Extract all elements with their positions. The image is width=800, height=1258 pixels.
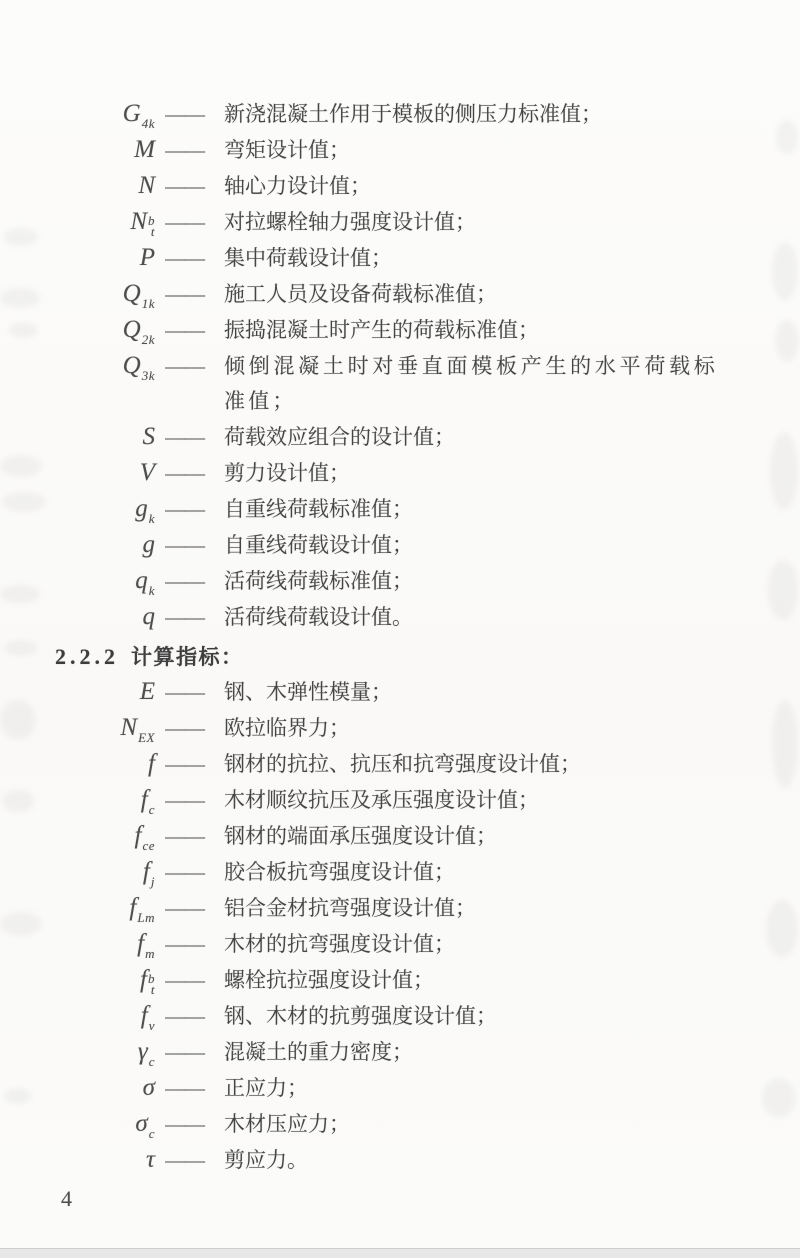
definition-text: 钢材的端面承压强度设计值； <box>224 824 497 848</box>
symbol-definition-row <box>55 1142 760 1178</box>
symbol <box>55 312 155 347</box>
symbol-script-stack <box>149 574 155 596</box>
dash-separator: —— <box>165 605 203 629</box>
definition-text: 剪应力。 <box>224 1148 308 1172</box>
symbol-base: M <box>134 136 155 163</box>
symbol-definition-row <box>55 710 760 746</box>
symbol-definition-row <box>55 563 760 599</box>
symbol-base: f <box>129 894 137 921</box>
symbol-definition-row <box>55 455 760 491</box>
definition-text: 倾倒混凝土时对垂直面模板产生的水平荷载标准值； <box>224 354 718 413</box>
symbol <box>55 1142 155 1177</box>
definition-text: 木材的抗弯强度设计值； <box>224 932 455 956</box>
symbol <box>55 168 155 203</box>
symbol <box>55 818 155 853</box>
symbol <box>55 1070 155 1105</box>
symbol-base: N <box>130 208 147 235</box>
dash-separator: —— <box>165 425 203 449</box>
symbol-superscript: b <box>148 213 155 228</box>
symbol-base: N <box>138 172 155 199</box>
definition-text: 混凝土的重力密度； <box>224 1040 413 1064</box>
symbol <box>55 527 155 562</box>
symbol-script-stack <box>142 829 155 851</box>
symbol <box>55 854 155 889</box>
symbol-script-stack <box>149 1009 155 1031</box>
symbol <box>55 962 155 997</box>
symbol-base: f <box>134 822 142 849</box>
symbol-subscript: EX <box>138 730 155 745</box>
symbol <box>55 204 155 239</box>
symbol-base: Q <box>122 352 141 379</box>
symbol-script-stack <box>149 502 155 524</box>
symbol-base: f <box>148 750 155 777</box>
dash-separator: —— <box>165 533 203 557</box>
definition-text: 正应力； <box>224 1076 308 1100</box>
definition-text: 荷载效应组合的设计值； <box>224 425 455 449</box>
dash-separator: —— <box>165 680 203 704</box>
dash-separator: —— <box>165 968 203 992</box>
definition-text: 木材压应力； <box>224 1112 350 1136</box>
section-heading <box>55 639 760 674</box>
definition-text: 新浇混凝土作用于模板的侧压力标准值； <box>224 102 602 126</box>
symbol-base: γ <box>137 1038 148 1065</box>
symbol-base: f <box>137 930 145 957</box>
symbol-base: σ <box>135 1110 148 1137</box>
symbol <box>55 419 155 454</box>
symbol-base: V <box>139 459 155 486</box>
symbol-definition-row <box>55 527 760 563</box>
definition-text: 钢材的抗拉、抗压和抗弯强度设计值； <box>224 752 581 776</box>
symbol-script-stack <box>149 1117 155 1139</box>
symbol-base: f <box>140 786 148 813</box>
dash-separator: —— <box>165 102 203 126</box>
symbol-subscript: 1k <box>141 296 155 311</box>
page-number: 4 <box>61 1186 72 1211</box>
dash-separator: —— <box>165 497 203 521</box>
symbol-definition-row <box>55 818 760 854</box>
symbol-script-stack <box>148 973 155 995</box>
symbol-subscript: 4k <box>141 116 155 131</box>
dash-separator: —— <box>165 246 203 270</box>
symbol-subscript: k <box>148 583 155 598</box>
dash-separator: —— <box>165 138 203 162</box>
dash-separator: —— <box>165 569 203 593</box>
dash-separator: —— <box>165 932 203 956</box>
symbol-list-loads <box>55 96 760 635</box>
definition-text: 钢、木弹性模量； <box>224 680 392 704</box>
dash-separator: —— <box>165 824 203 848</box>
symbol-script-stack <box>142 323 155 345</box>
symbol-script-stack <box>149 793 155 815</box>
definition-text: 钢、木材的抗剪强度设计值； <box>224 1004 497 1028</box>
symbol <box>55 276 155 311</box>
symbol-script-stack <box>142 287 155 309</box>
symbol-definition-row <box>55 419 760 455</box>
symbol <box>55 491 155 526</box>
symbol <box>55 455 155 490</box>
symbol-script-stack <box>145 937 155 959</box>
symbol <box>55 599 155 634</box>
symbol <box>55 998 155 1033</box>
symbol-definition-row <box>55 132 760 168</box>
symbol-script-stack <box>137 901 155 923</box>
dash-separator: —— <box>165 716 203 740</box>
symbol-subscript: c <box>148 1054 155 1069</box>
symbol-definition-row <box>55 890 760 926</box>
symbol-definition-row <box>55 491 760 527</box>
symbol-subscript: Lm <box>137 910 155 925</box>
symbol <box>55 926 155 961</box>
dash-separator: —— <box>165 1040 203 1064</box>
symbol-definition-row <box>55 782 760 818</box>
definition-text: 活荷线荷载设计值。 <box>224 605 413 629</box>
symbol-definition-row <box>55 998 760 1034</box>
definition-text: 施工人员及设备荷载标准值； <box>224 282 497 306</box>
symbol-subscript: j <box>150 874 155 889</box>
dash-separator: —— <box>165 282 203 306</box>
section-title: 计算指标： <box>131 645 244 669</box>
symbol-base: f <box>140 966 147 993</box>
symbol-definition-row <box>55 348 760 419</box>
definition-text: 欧拉临界力； <box>224 716 350 740</box>
symbol <box>55 782 155 817</box>
symbol-definition-row <box>55 1070 760 1106</box>
dash-separator: —— <box>165 788 203 812</box>
symbol-base: E <box>139 678 155 705</box>
dash-separator: —— <box>165 860 203 884</box>
scan-edge-shadow <box>0 1248 800 1258</box>
definition-text: 活荷线荷载标准值； <box>224 569 413 593</box>
symbol-definition-row <box>55 599 760 635</box>
symbol-script-stack <box>142 107 155 129</box>
symbol-subscript: ce <box>142 838 155 853</box>
definition-text: 弯矩设计值； <box>224 138 350 162</box>
definition-text: 自重线荷载标准值； <box>224 497 413 521</box>
symbol-definition-row <box>55 854 760 890</box>
symbol <box>55 96 155 131</box>
symbol-subscript: c <box>148 1126 155 1141</box>
symbol-list-indicators <box>55 674 760 1178</box>
symbol <box>55 1106 155 1141</box>
definition-text: 胶合板抗弯强度设计值； <box>224 860 455 884</box>
symbol-base: f <box>142 858 150 885</box>
symbol-subscript: c <box>148 802 155 817</box>
symbol <box>55 710 155 745</box>
symbol-definition-row <box>55 96 760 132</box>
dash-separator: —— <box>165 354 203 378</box>
definition-text: 集中荷载设计值； <box>224 246 392 270</box>
symbol-definition-row <box>55 746 760 782</box>
symbol-subscript: 2k <box>141 332 155 347</box>
definition-text: 轴心力设计值； <box>224 174 371 198</box>
symbol-subscript: t <box>150 224 155 239</box>
symbol-script-stack <box>149 1045 155 1067</box>
dash-separator: —— <box>165 1112 203 1136</box>
symbol-subscript: 3k <box>141 368 155 383</box>
symbol-base: q <box>142 603 155 630</box>
symbol-definition-row <box>55 1106 760 1142</box>
symbol-base: N <box>120 714 138 741</box>
section-number: 2.2.2 <box>55 644 119 669</box>
symbol-definition-row <box>55 204 760 240</box>
symbol-subscript: m <box>145 946 155 961</box>
definition-text: 振捣混凝土时产生的荷载标准值； <box>224 318 539 342</box>
dash-separator: —— <box>165 174 203 198</box>
symbol-base: S <box>142 423 155 450</box>
dash-separator: —— <box>165 1004 203 1028</box>
symbol <box>55 890 155 925</box>
symbol <box>55 132 155 167</box>
symbol-script-stack <box>151 865 155 887</box>
symbol-script-stack <box>138 721 155 743</box>
dash-separator: —— <box>165 318 203 342</box>
symbol-base: Q <box>122 316 141 343</box>
symbol-base: g <box>135 495 148 522</box>
symbol <box>55 674 155 709</box>
symbol-subscript: v <box>148 1018 155 1033</box>
symbol-script-stack <box>148 215 155 237</box>
symbol <box>55 348 155 383</box>
symbol <box>55 240 155 275</box>
symbol-superscript: b <box>148 971 155 986</box>
definition-text: 螺栓抗拉强度设计值； <box>224 968 434 992</box>
symbol-base: Q <box>122 280 141 307</box>
dash-separator: —— <box>165 461 203 485</box>
definition-text: 木材顺纹抗压及承压强度设计值； <box>224 788 539 812</box>
dash-separator: —— <box>165 896 203 920</box>
symbol-definition-row <box>55 1034 760 1070</box>
symbol-subscript: t <box>150 982 155 997</box>
dash-separator: —— <box>165 210 203 234</box>
definition-text: 铝合金材抗弯强度设计值； <box>224 896 476 920</box>
symbol-base: f <box>140 1002 148 1029</box>
symbol-definition-row <box>55 674 760 710</box>
definition-text: 剪力设计值； <box>224 461 350 485</box>
definition-text: 自重线荷载设计值； <box>224 533 413 557</box>
dash-separator: —— <box>165 1076 203 1100</box>
symbol-definition-row <box>55 926 760 962</box>
dash-separator: —— <box>165 752 203 776</box>
symbol-base: τ <box>146 1146 155 1173</box>
symbol-definition-row <box>55 962 760 998</box>
symbol-base: P <box>139 244 155 271</box>
symbol-definition-row <box>55 276 760 312</box>
symbol-definition-row <box>55 240 760 276</box>
symbol-subscript: k <box>148 511 155 526</box>
symbol-definition-row <box>55 312 760 348</box>
symbol-base: σ <box>142 1074 155 1101</box>
symbol-base: g <box>142 531 155 558</box>
symbol <box>55 1034 155 1069</box>
symbol-definition-row <box>55 168 760 204</box>
symbol-script-stack <box>142 359 155 381</box>
symbol <box>55 563 155 598</box>
definition-text: 对拉螺栓轴力强度设计值； <box>224 210 476 234</box>
symbol-base: q <box>135 567 148 594</box>
dash-separator: —— <box>165 1148 203 1172</box>
symbol-base: G <box>122 100 141 127</box>
symbol <box>55 746 155 781</box>
